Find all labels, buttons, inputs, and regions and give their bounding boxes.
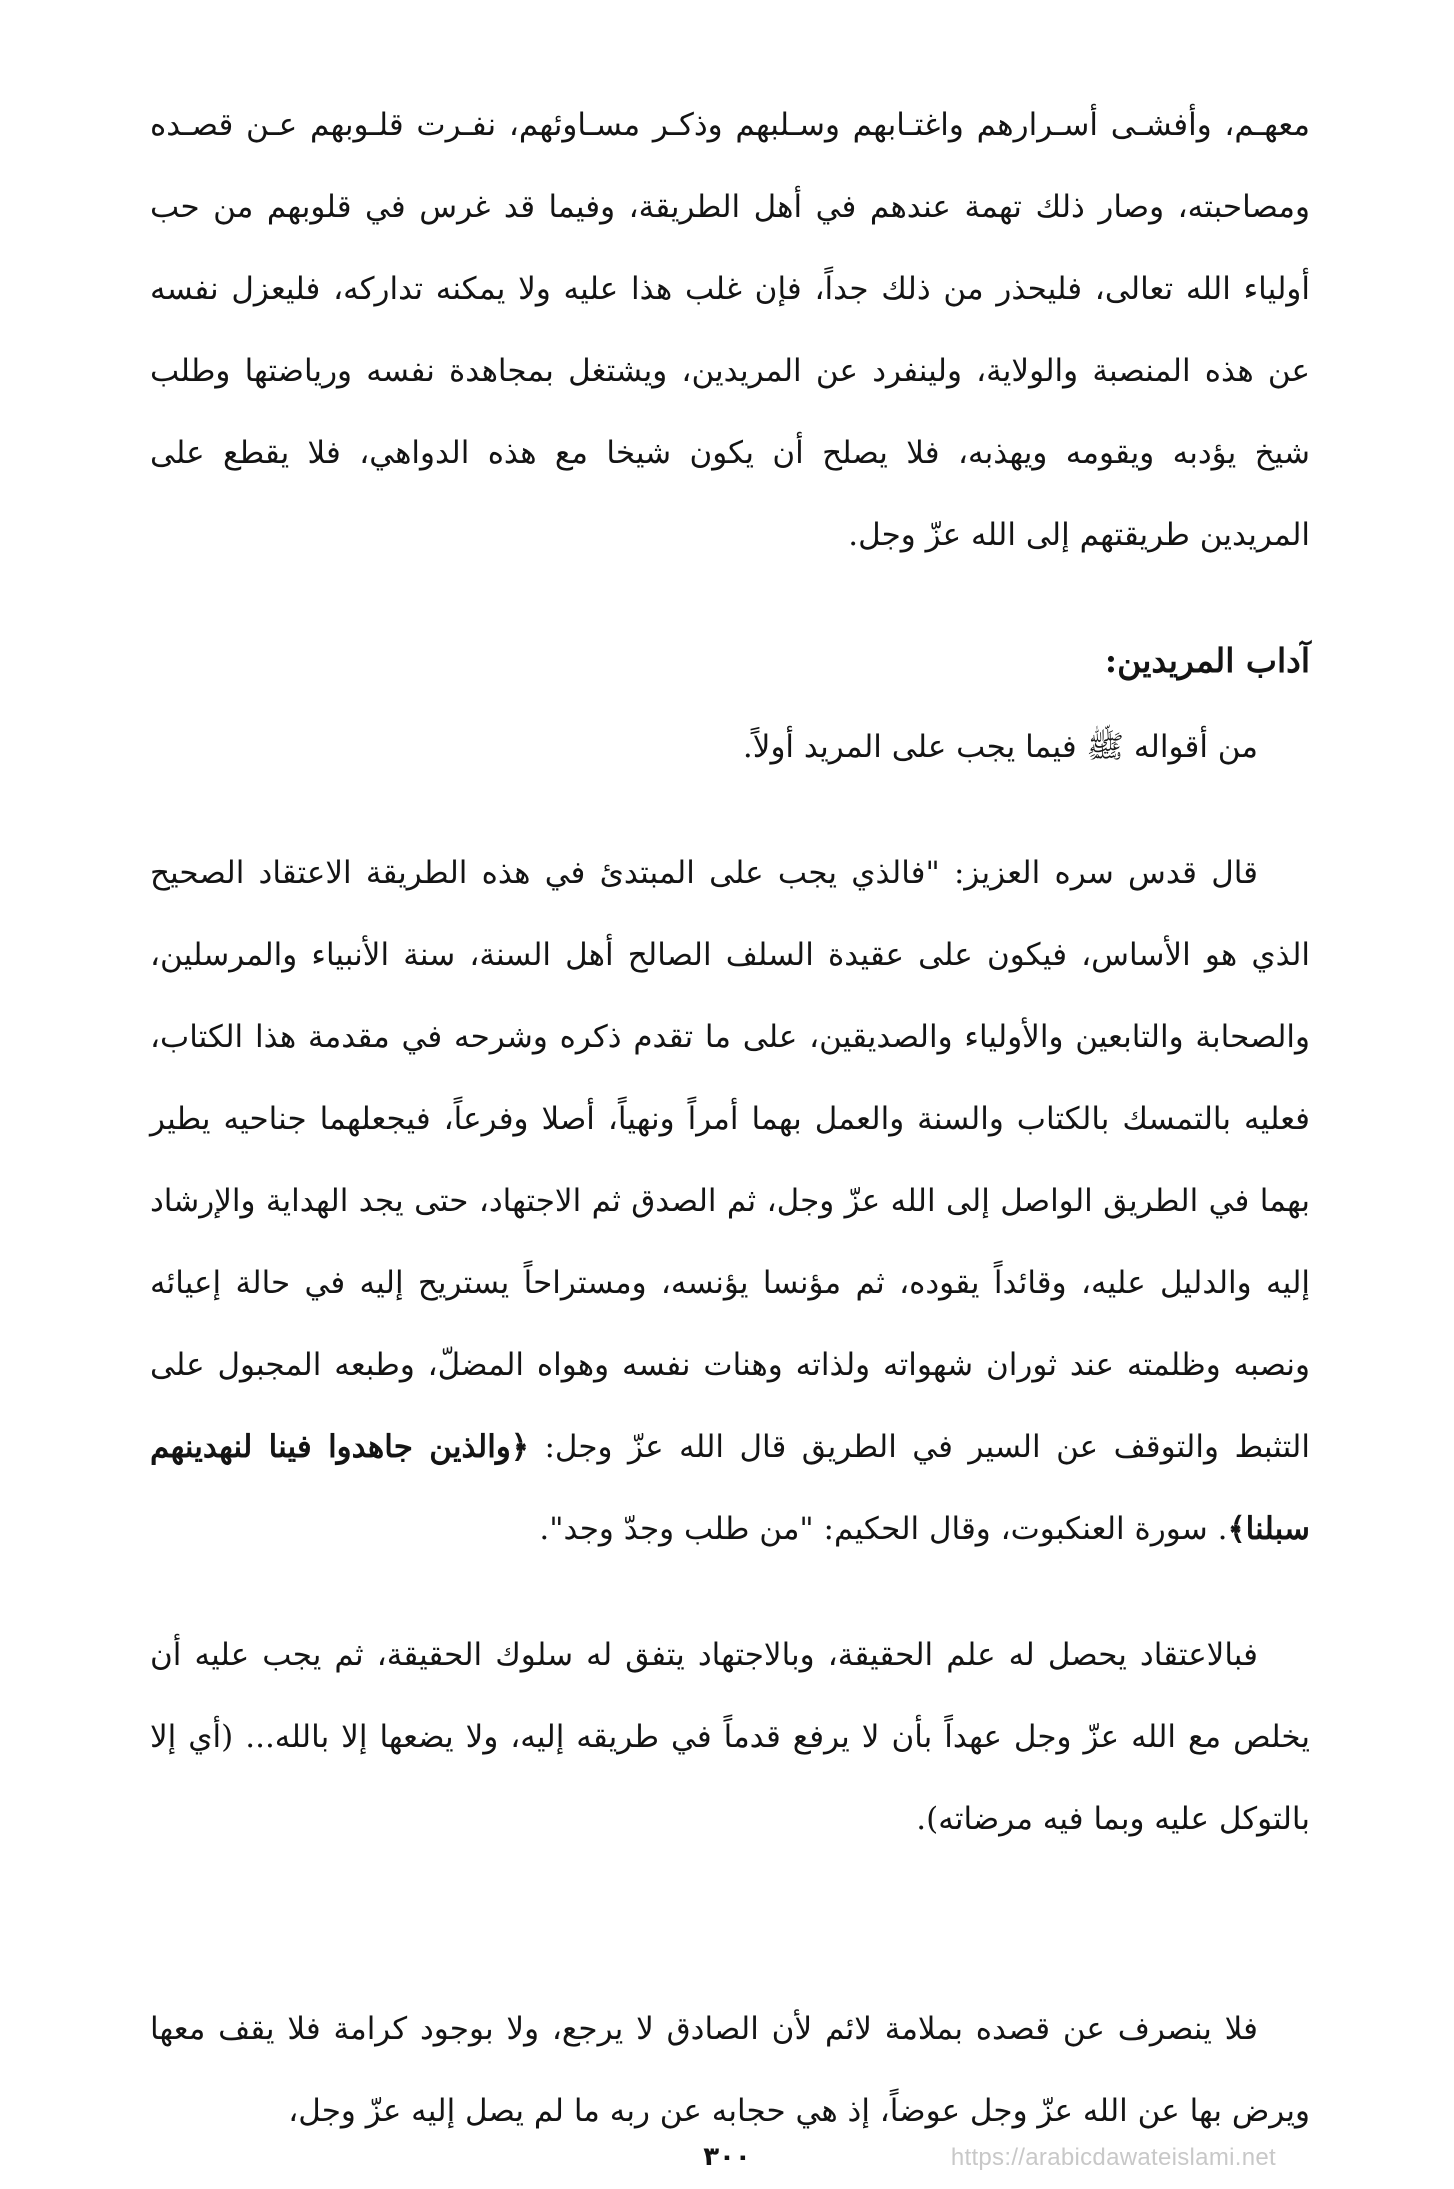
quran-verse: ﴿والذين جاهدوا فينا لنهدينهم سبلنا﴾ [150,1429,1310,1547]
paragraph-quote-text: قال قدس سره العزيز: "فالذي يجب على المبتدئ في هذه الطريقة الاعتقاد الصحيح الذي هو الأساس، فيكون على عقيدة السلف الصالح أهل السنة، سنة الأنبياء والمرسلين، والصحابة والتابعين والأولياء والصديقين، على ما تقدم ذكره وشرحه في مقدمة هذا الكتاب، فعليه بالتمسك بالكتاب والسنة والعمل بهما أمراً ونهياً، أصلا وفرعاً، فيجعلهما جناحيه يطير بهما في الطريق الواصل إلى الله عزّ وجل، ثم الصدق ثم الاجتهاد، حتى يجد الهداية والإرشاد إليه والدليل عليه، وقائداً يقوده، ثم مؤنسا يؤنسه، ومستراحاً يستريح إليه في حالة إعيائه ونصبه وظلمته عند ثوران شهواته ولذاته وهنات نفسه وهواه المضلّ، وطبعه المجبول على التثبط والتوقف عن السير في الطريق قال الله عزّ وجل: [150,855,1310,1465]
paragraph-quote [150,832,1310,1570]
paragraph-intro: من أقواله ﷺ فيما يجب على المريد أولاً. [742,729,1258,765]
spacer [150,576,1310,602]
spacer [150,1570,1310,1614]
spacer [150,788,1310,832]
paragraph-quote-source: . سورة العنكبوت، وقال الحكيم: "من طلب وجدّ وجد". [539,1511,1228,1547]
section-heading: آداب المريدين: [1104,641,1310,680]
paragraph-closing: فلا ينصرف عن قصده بملامة لائم لأن الصادق لا يرجع، ولا بوجود كرامة فلا يقف معها ويرض بها عن الله عزّ وجل عوضاً، إذ هي حجابه عن ربه ما لم يصل إليه عزّ وجل، [150,2011,1310,2129]
spacer [150,1860,1310,1988]
paragraph-continuation: معهـم، وأفشـى أسـرارهم واغتـابهم وسـلبهم وذكـر مسـاوئهم، نفـرت قلـوبهم عـن قصـده ومصاحبته، وصار ذلك تهمة عندهم في أهل الطريقة، وفيما قد غرس في قلوبهم من حب أولياء الله تعالى، فليحذر من ذلك جداً، فإن غلب هذا عليه ولا يمكنه تداركه، فليعزل نفسه عن هذه المنصبة والولاية، ولينفرد عن المريدين، ويشتغل بمجاهدة نفسه ورياضتها وطلب شيخ يؤدبه ويقومه ويهذبه، فلا يصلح أن يكون شيخا مع هذه الدواهي، فلا يقطع على المريدين طريقتهم إلى الله عزّ وجل. [150,107,1310,553]
watermark-url: https://arabicdawateislami.net [950,2144,1276,2171]
page-number: ٣٠٠ [703,2142,751,2172]
page-body [150,84,1310,2152]
paragraph-belief: فبالاعتقاد يحصل له علم الحقيقة، وبالاجتهاد يتفق له سلوك الحقيقة، ثم يجب عليه أن يخلص مع الله عزّ وجل عهداً بأن لا يرفع قدماً في طريقه إليه، ولا يضعها إلا بالله... (أي إلا بالتوكل عليه وبما فيه مرضاته). [150,1637,1310,1837]
